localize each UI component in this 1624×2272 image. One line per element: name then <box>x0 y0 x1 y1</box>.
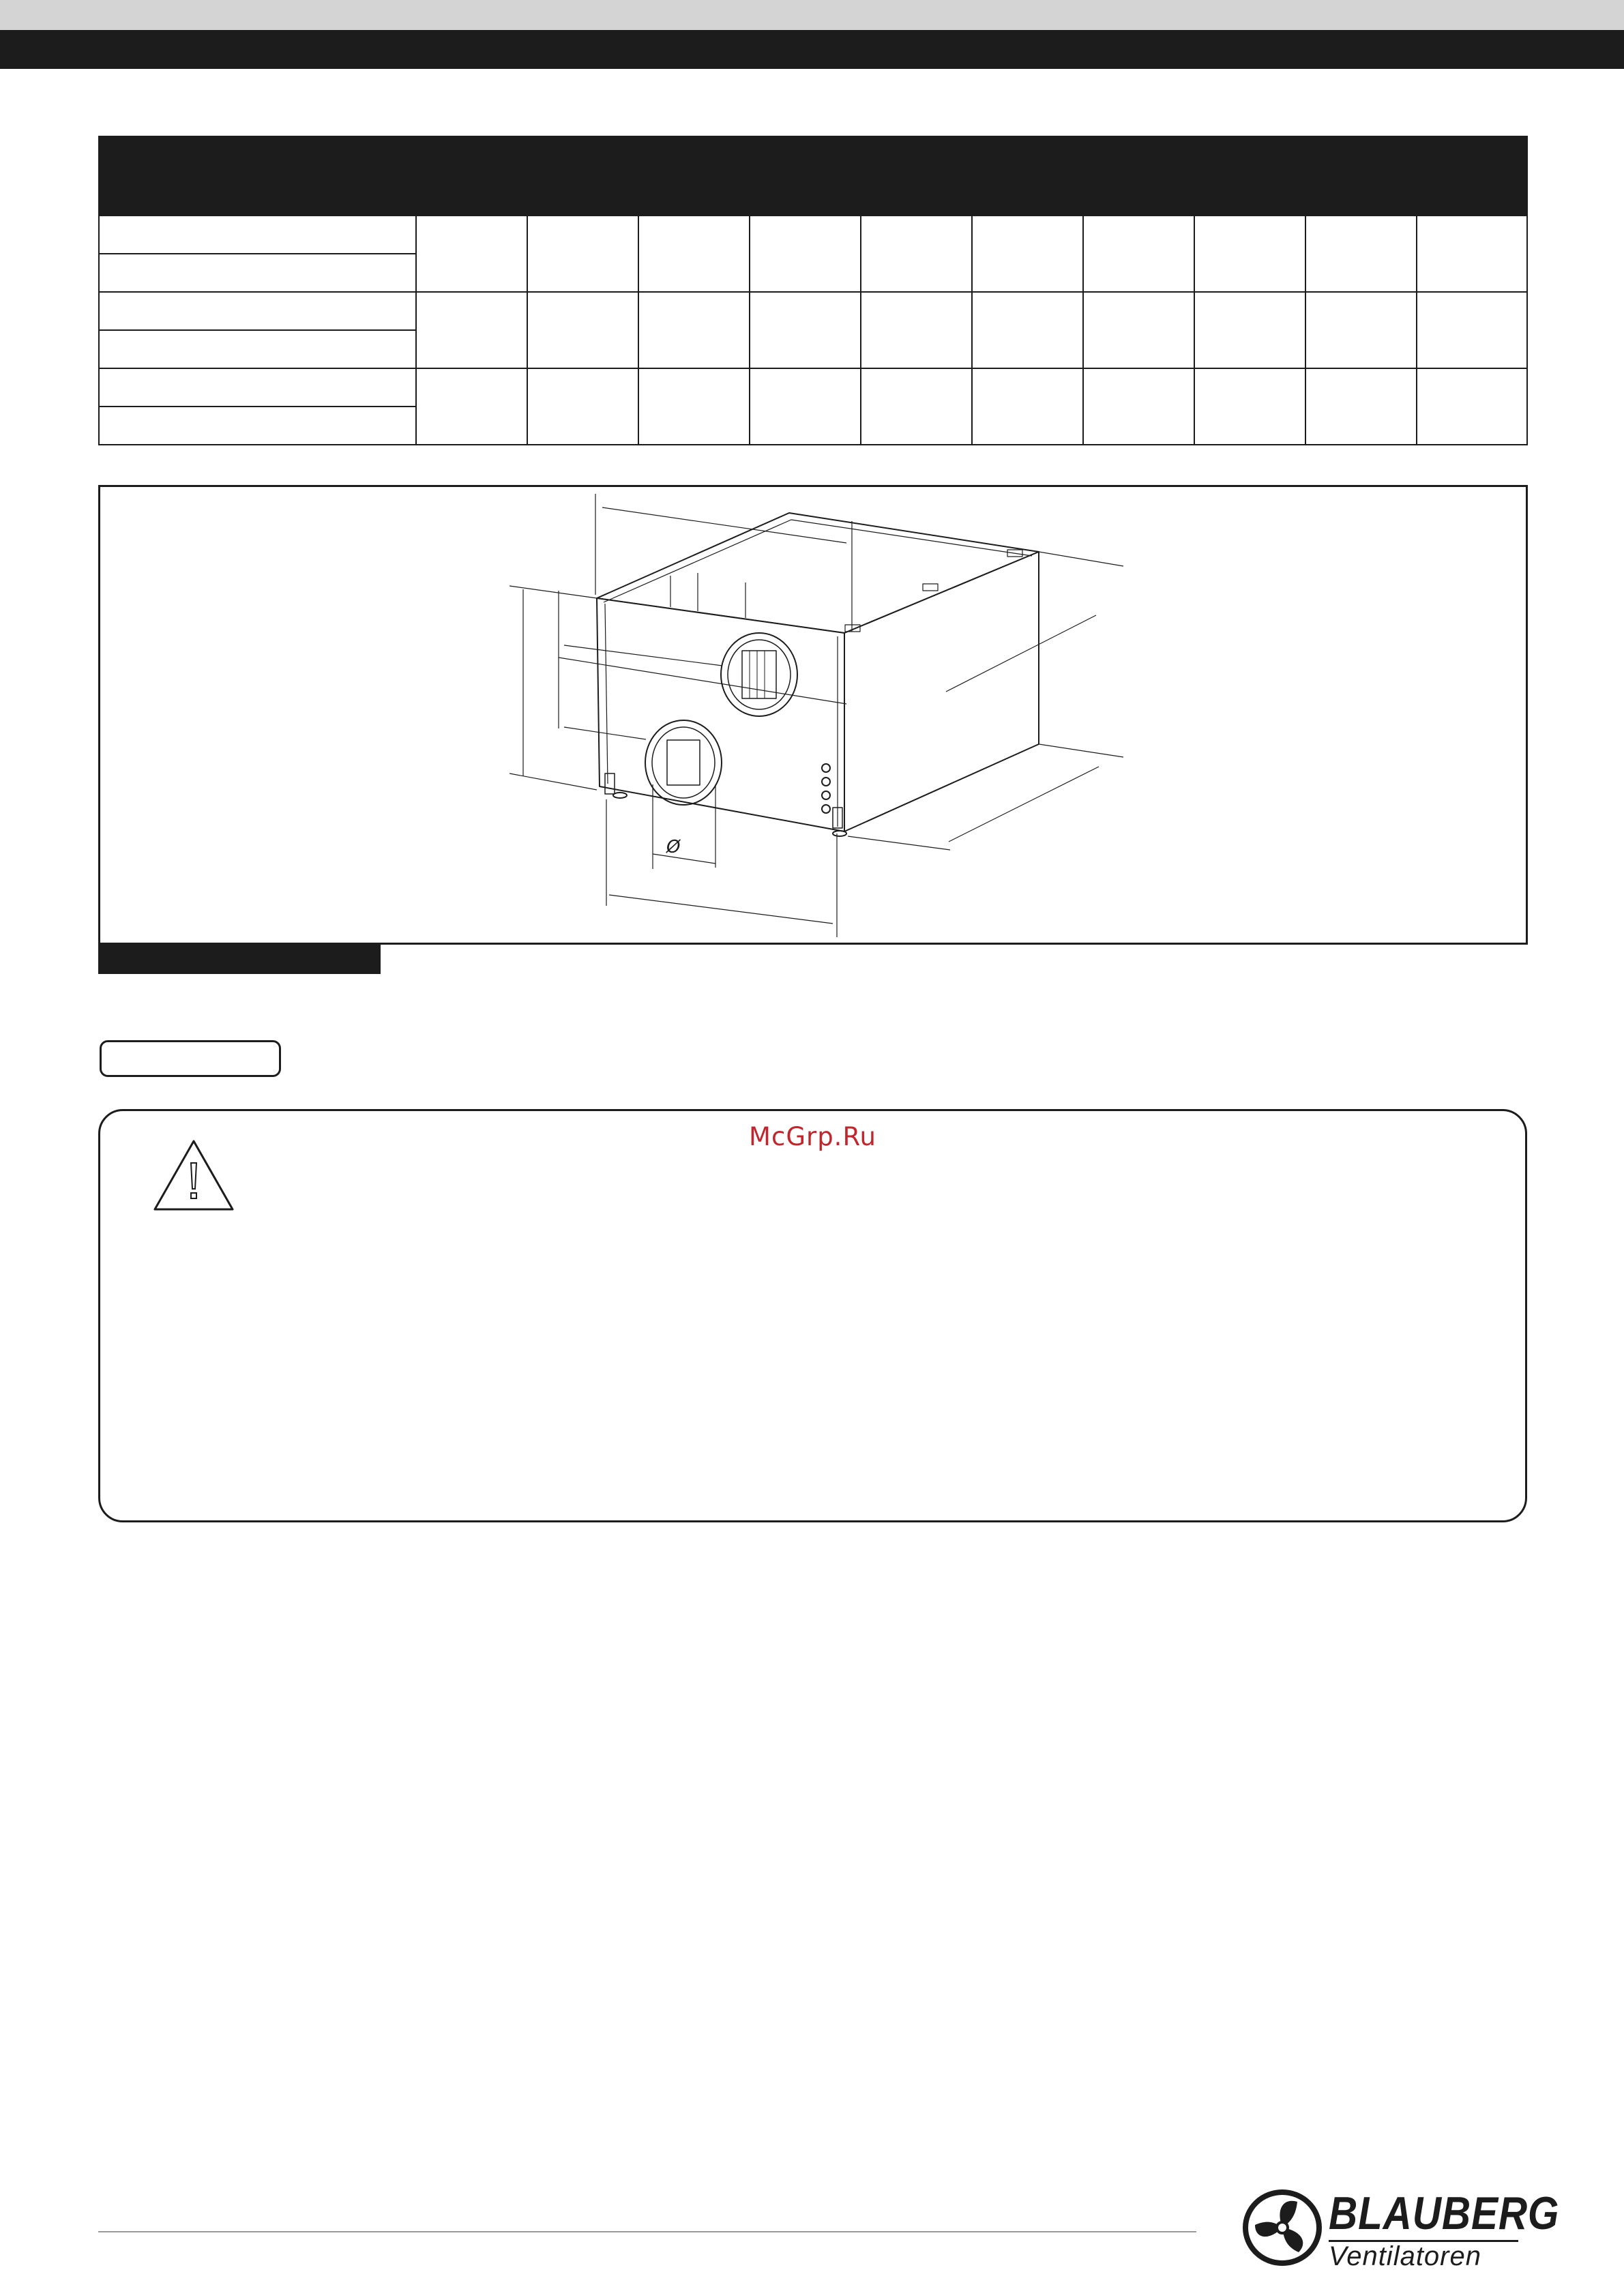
table-cell <box>1194 216 1305 292</box>
table-cell <box>638 368 750 445</box>
table-cell <box>750 216 861 292</box>
table-cell <box>1194 368 1305 445</box>
section-tag <box>100 1040 281 1077</box>
top-gray-band <box>0 0 1624 30</box>
unit-front-face <box>597 598 844 831</box>
table-subheader-cell <box>861 177 972 216</box>
table-cell <box>1305 292 1417 368</box>
table-cell <box>416 292 527 368</box>
table-subheader-cell <box>416 177 527 216</box>
model-name-cell <box>99 368 416 407</box>
dimension-drawing-frame <box>98 485 1528 945</box>
table-cell <box>527 216 638 292</box>
table-subheader-cell <box>1194 177 1305 216</box>
table-subheader-cell <box>1417 177 1527 216</box>
table-subheader-cell <box>972 177 1083 216</box>
table-cell <box>1305 368 1417 445</box>
drawing-caption-bar <box>98 943 381 974</box>
table-cell <box>638 292 750 368</box>
table-subheader-cell <box>638 177 750 216</box>
table-cell <box>861 292 972 368</box>
model-name-cell <box>99 330 416 368</box>
table-cell <box>972 292 1083 368</box>
table-cell <box>1083 292 1194 368</box>
fan-emblem-icon <box>1241 2188 1323 2267</box>
table-row <box>99 292 1527 330</box>
table-subheader-cell <box>1083 177 1194 216</box>
diameter-symbol: Ø <box>666 837 681 857</box>
table-cell <box>1083 216 1194 292</box>
specifications-table <box>98 136 1528 445</box>
table-cell <box>750 292 861 368</box>
warning-notice-box <box>98 1109 1527 1522</box>
model-name-cell <box>99 407 416 445</box>
table-cell <box>416 368 527 445</box>
table-cell <box>527 292 638 368</box>
table-cell <box>750 368 861 445</box>
table-subheader-cell <box>750 177 861 216</box>
watermark-text: McGrp.Ru <box>749 1122 876 1151</box>
table-row <box>99 216 1527 254</box>
model-name-cell <box>99 292 416 330</box>
table-cell <box>861 216 972 292</box>
header-bar <box>0 30 1624 69</box>
table-cell <box>1194 292 1305 368</box>
table-cell <box>1417 368 1527 445</box>
table-cell <box>1417 216 1527 292</box>
model-name-cell <box>99 216 416 254</box>
table-cell <box>1417 292 1527 368</box>
footer-rule <box>98 2231 1196 2232</box>
model-name-cell <box>99 254 416 292</box>
table-subheader-cell <box>1305 177 1417 216</box>
table-cell <box>972 216 1083 292</box>
brand-tagline: Ventilatoren <box>1329 2241 1481 2271</box>
table-cell <box>638 216 750 292</box>
table-cell <box>1305 216 1417 292</box>
brand-name: BLAUBERG <box>1329 2187 1560 2239</box>
brand-logo <box>1241 2185 1560 2271</box>
table-cell <box>1083 368 1194 445</box>
table-subheader-cell <box>527 177 638 216</box>
table-cell <box>416 216 527 292</box>
table-row <box>99 368 1527 407</box>
table-header-dimensions <box>416 136 1527 177</box>
unit-isometric-drawing <box>100 487 1526 943</box>
table-header-model <box>99 136 416 216</box>
table-cell <box>527 368 638 445</box>
table-cell <box>972 368 1083 445</box>
table-cell <box>861 368 972 445</box>
